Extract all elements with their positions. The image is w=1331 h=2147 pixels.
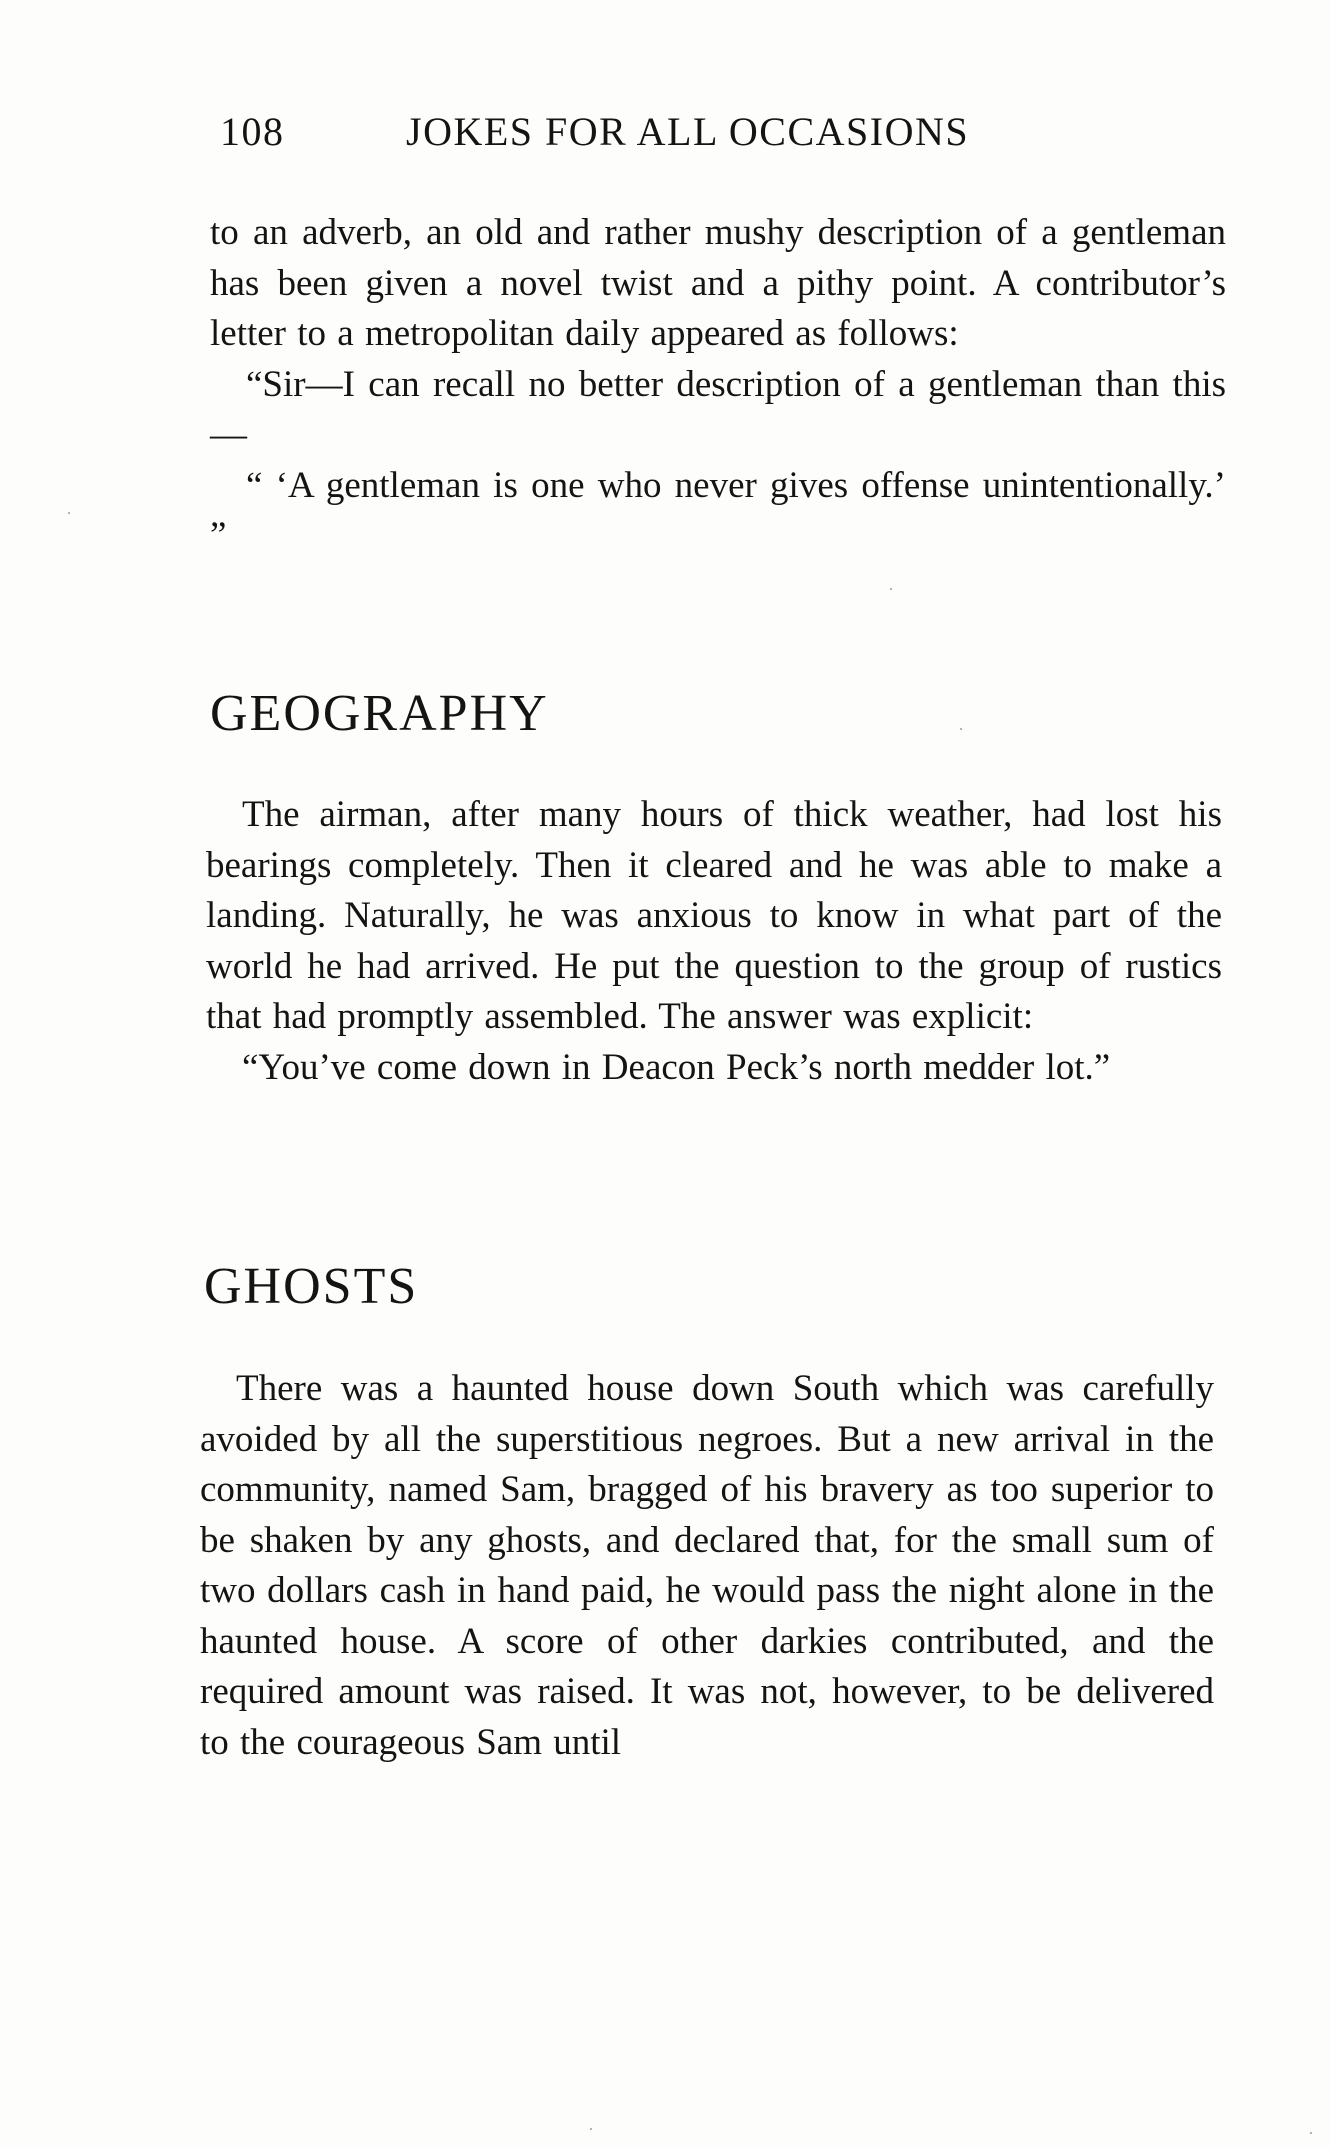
- paper-speck: [960, 728, 962, 730]
- section-heading-geography: GEOGRAPHY: [210, 685, 549, 742]
- ghosts-anecdote: [200, 1364, 1214, 1768]
- paper-speck: [590, 2128, 592, 2130]
- paragraph: The airman, after many hours of thick weather, had lost his bearings completely. Then it cleared and he was able to make a landing. Naturally, he was anxious to know in what part of the world he had arrived. He put the question to the group of rustics that had promptly assembled. The answer was explicit:: [206, 794, 1222, 1037]
- running-title: JOKES FOR ALL OCCASIONS: [406, 109, 970, 154]
- paragraph: “ ‘A gentleman is one who never gives offense unintentionally.’ ”: [210, 464, 1226, 556]
- paragraph: There was a haunted house down South which was carefully avoided by all the superstitious negroes. But a new arrival in the community, named Sam, bragged of his bravery as too superior to be shaken by any ghosts, and declared that, for the small sum of two dollars cash in hand paid, he would pass the night alone in the haunted house. A score of other darkies contributed, and the required amount was raised. It was not, however, to be delivered to the courageous Sam until: [200, 1368, 1214, 1763]
- geography-anecdote: [206, 790, 1222, 1093]
- section-heading-ghosts: GHOSTS: [204, 1258, 419, 1315]
- paper-speck: [1310, 2132, 1312, 2134]
- paragraph: “You’ve come down in Deacon Peck’s north medder lot.”: [242, 1046, 1111, 1088]
- continued-anecdote: [210, 208, 1226, 562]
- paper-speck: [890, 588, 892, 590]
- paper-speck: [68, 512, 70, 514]
- page-number: 108: [220, 109, 285, 154]
- page-header: [220, 108, 1040, 158]
- paragraph: “Sir—I can recall no better description of a gentleman than this—: [210, 363, 1226, 455]
- paragraph: to an adverb, an old and rather mushy description of a gentleman has been given a novel twist and a pithy point. A contributor’s letter to a metropolitan daily appeared as follows:: [210, 212, 1226, 354]
